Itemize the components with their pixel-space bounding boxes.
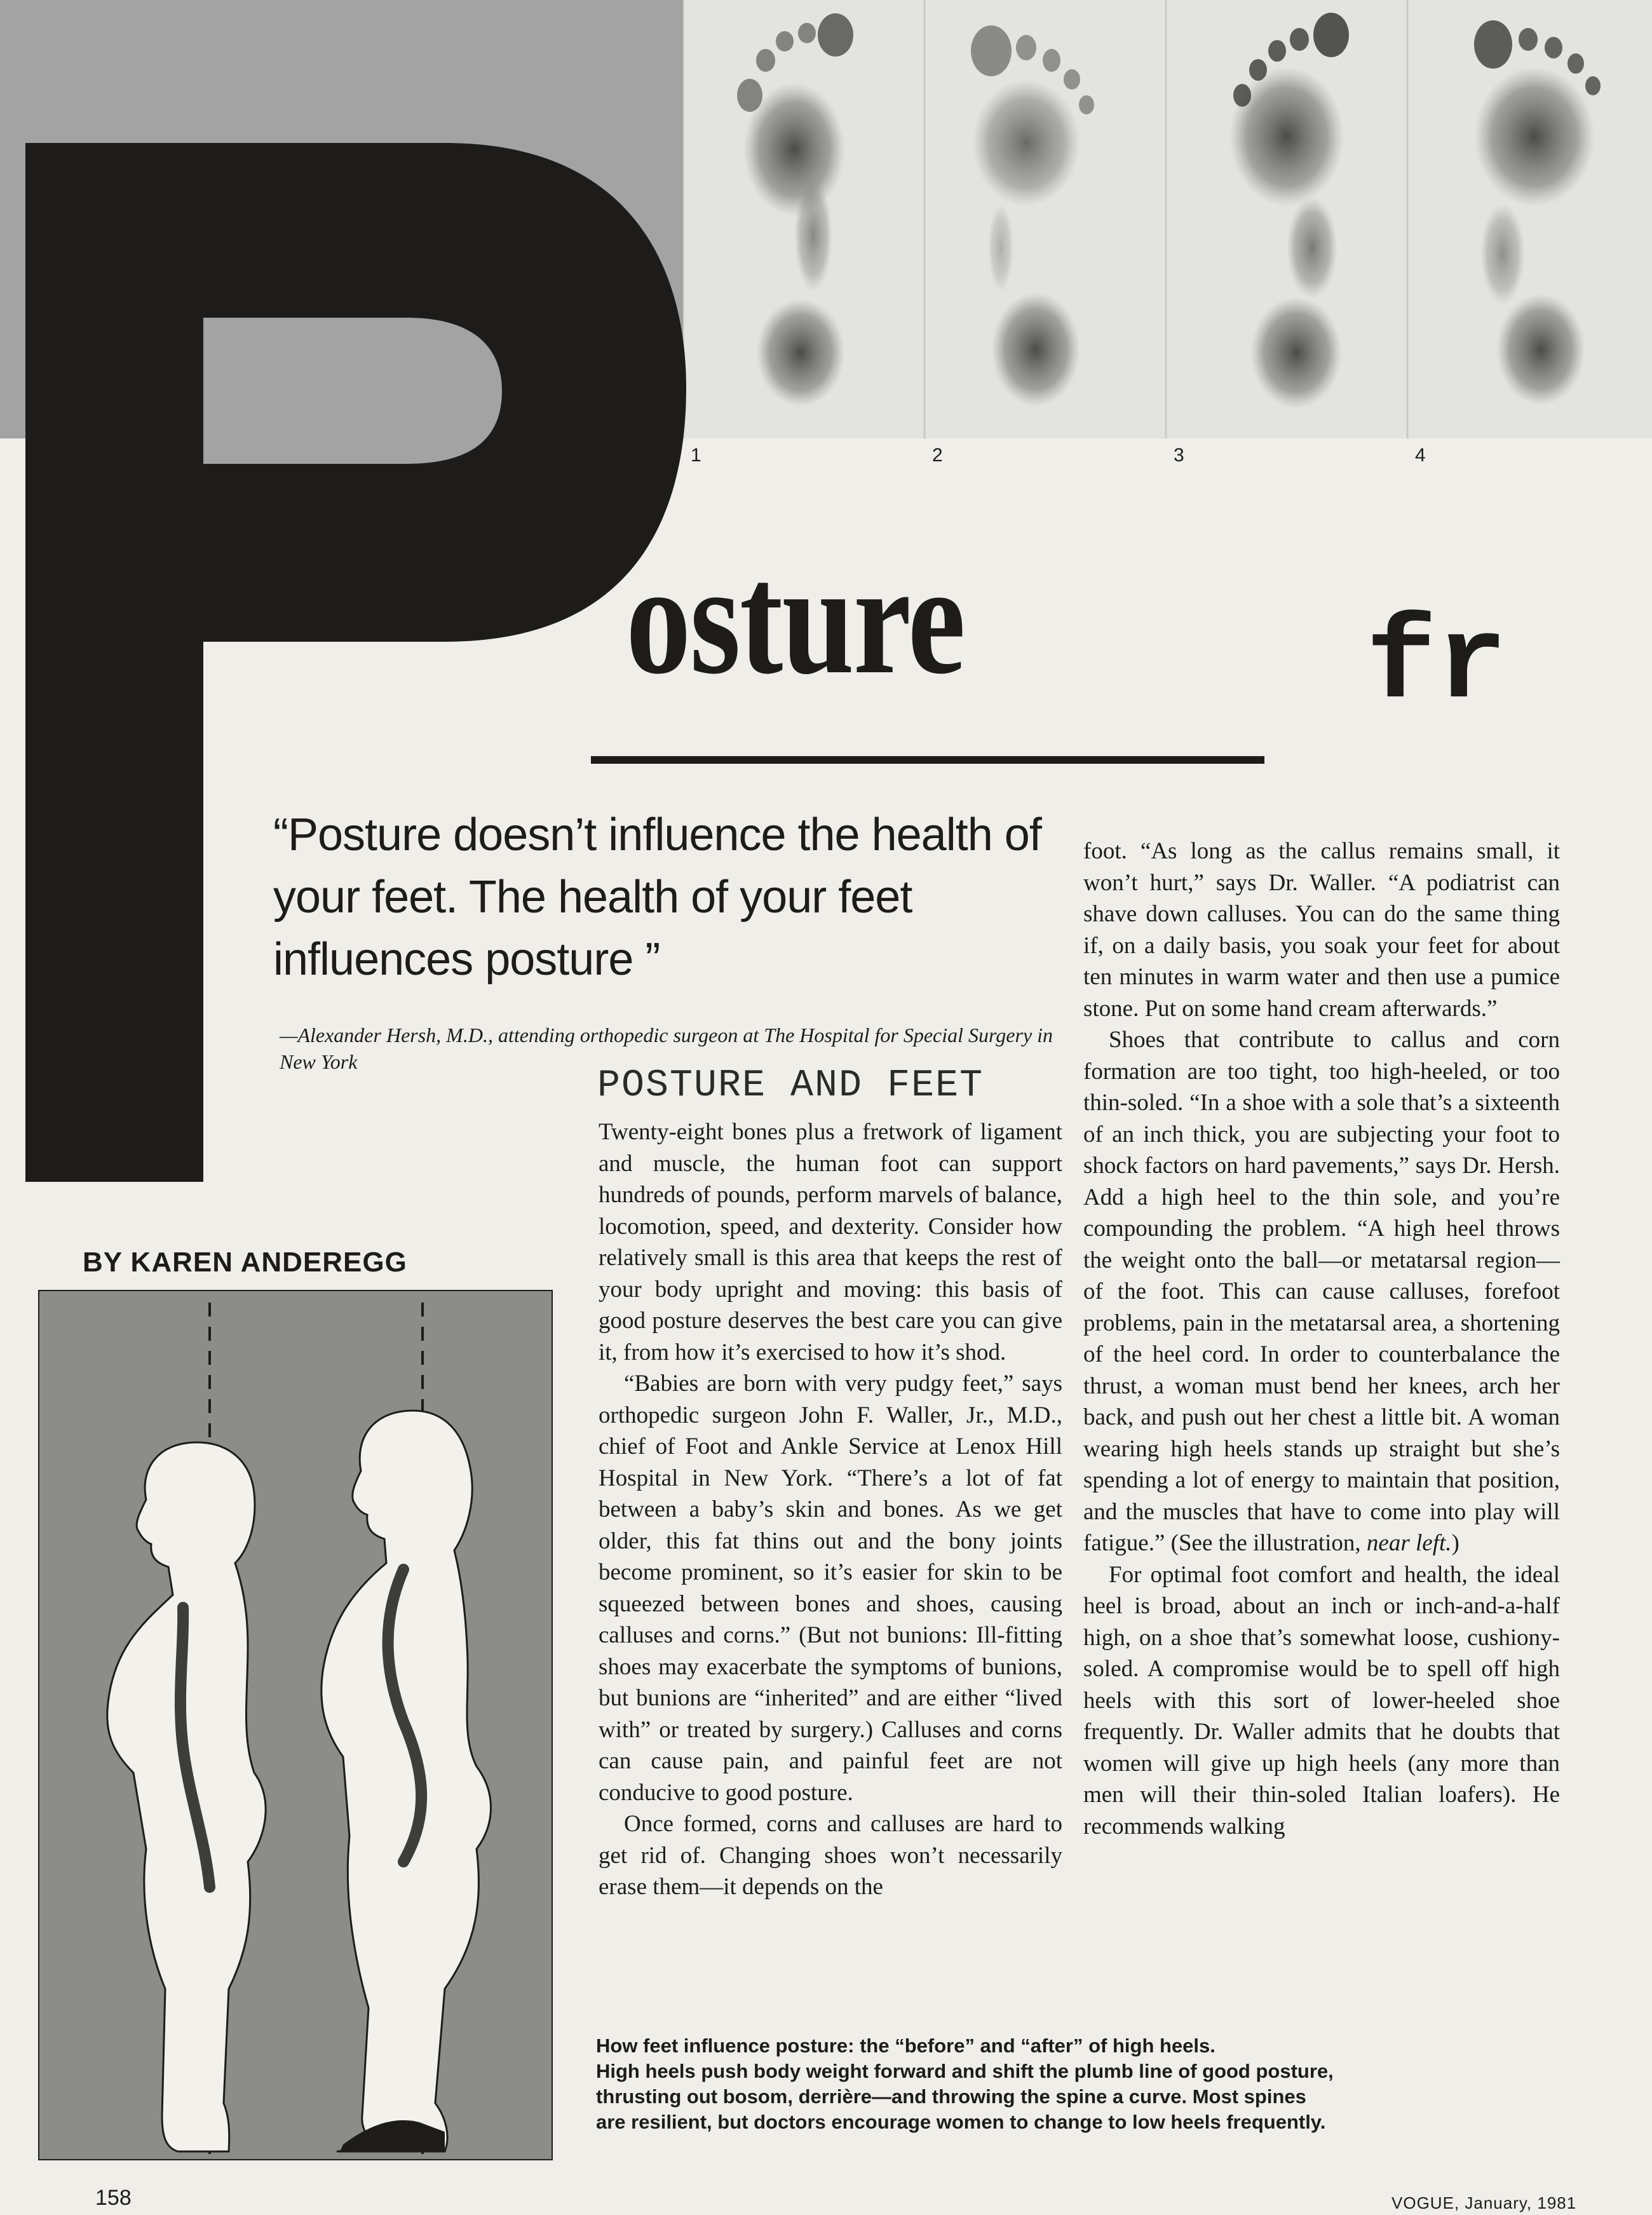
paragraph: Twenty-eight bones plus a fretwork of ligament and muscle, the human foot can support hundreds of pounds, perform marvels of balance, locomotion, speed, and dexterity. Consider how relatively small is this area that keeps the rest of your body upright and moving: this basis of good posture deserves the best care you can give it, from how it’s exercised to how it’s shod. <box>599 1119 1062 1365</box>
paragraph: For optimal foot comfort and health, the ideal heel is broad, about an inch or inch-and-a-half high, on a shoe that’s somewhat loose, cushiony-soled. A compromise would be to spell off high heels with this sort of lower-heeled shoe frequently. Dr. Waller admits that he doubts that women will give up high heels (any more than men will their thin-soled Italian loafers). He recommends walking <box>1083 1561 1560 1839</box>
posture-illustration <box>38 1290 553 2160</box>
byline: BY KAREN ANDEREGG <box>83 1247 407 1278</box>
footprint-images <box>683 0 1652 438</box>
paragraph-text: Shoes that contribute to callus and corn formation are too tight, too high-heeled, or too thin-soled. “In a shoe with a sole that’s a sixteenth of an inch thick, you are subjecting your foot to shock factors on hard pavements,” says Dr. Hersh. Add a high heel to the thin sole, and you’re compounding the problem. “A high heel throws the weight onto the ball—or metatarsal region—of the foot. This can cause calluses, forefoot problems, pain in the metatarsal area, a shortening of the heel cord. In order to counterbalance the thrust, a woman must bend her knees, arch her back, and push out her chest a little bit. A woman wearing high heels stands up straight but she’s spending a lot of energy to maintain that position, and the muscles that have to come into play will fatigue.” (See the illustration, <box>1083 1027 1560 1556</box>
footer-credit: VOGUE, January, 1981 <box>1391 2193 1577 2212</box>
paragraph: Once formed, corns and calluses are hard to get rid of. Changing shoes won’t necessarily erase them—it depends on the <box>599 1811 1062 1900</box>
pull-quote: “Posture doesn’t influence the health of your feet. The health of your feet influences posture ” <box>273 809 1041 985</box>
footprint-photo-panel <box>683 0 1652 438</box>
pull-quote-attribution: —Alexander Hersh, M.D., attending orthopedic surgeon at The Hospital for Special Surgery in New York <box>280 1024 1053 1073</box>
paragraph-italic: near left. <box>1366 1530 1452 1556</box>
article-column-right <box>1083 836 1560 1842</box>
headline-tail: fr <box>1366 599 1508 732</box>
caption-line: High heels push body weight forward and shift the plumb line of good posture, <box>596 2060 1334 2082</box>
footprint-4 <box>1474 20 1601 405</box>
footprint-3 <box>1229 13 1349 409</box>
caption-line: thrusting out bosom, derrière—and throwing the spine a curve. Most spines <box>596 2085 1306 2108</box>
section-heading: POSTURE AND FEET <box>597 1064 984 1108</box>
paragraph: “Babies are born with very pudgy feet,” says orthopedic surgeon John F. Waller, Jr., M.D., chief of Foot and Ankle Service at Lenox Hill Hospital in New York. “There’s a lot of fat between a baby’s skin and bones. As we get older, this fat thins out and the bony joints become prominent, so it’s easier for skin to be squeezed between bones and shoes, causing calluses and corns.” (But not bunions: Ill-fitting shoes may exacerbate the symptoms of bunions, but bunions are “inherited” and are either “lived with” or treated by surgery.) Calluses and corns can cause pain, and painful feet are not conducive to good posture. <box>599 1371 1062 1806</box>
drop-cap-p <box>0 0 699 1182</box>
footprint-number-3: 3 <box>1174 445 1184 466</box>
footprint-2 <box>971 25 1094 407</box>
footprint-number-1: 1 <box>691 445 701 466</box>
footprint-number-2: 2 <box>932 445 943 466</box>
footprint-number-4: 4 <box>1415 445 1426 466</box>
caption-line: How feet influence posture: the “before” and “after” of high heels. <box>596 2035 1215 2057</box>
headline-main-word: osture <box>626 531 965 707</box>
caption-line: are resilient, but doctors encourage women to change to low heels frequently. <box>596 2111 1326 2133</box>
paragraph <box>1083 1024 1560 1559</box>
paragraph-text: ) <box>1451 1530 1459 1556</box>
article-column-middle <box>599 1116 1062 1903</box>
paragraph: foot. “As long as the callus remains small, it won’t hurt,” says Dr. Waller. “A podiatrist can shave down calluses. You can do the same thing if, on a daily basis, you soak your feet for about ten minutes in warm water and then use a pumice stone. Put on some hand cream afterwards.” <box>1083 838 1560 1022</box>
headline-underline <box>591 756 1264 764</box>
illustration-caption <box>596 2033 1524 2135</box>
page-number: 158 <box>95 2186 132 2210</box>
footprint-1 <box>737 13 853 407</box>
